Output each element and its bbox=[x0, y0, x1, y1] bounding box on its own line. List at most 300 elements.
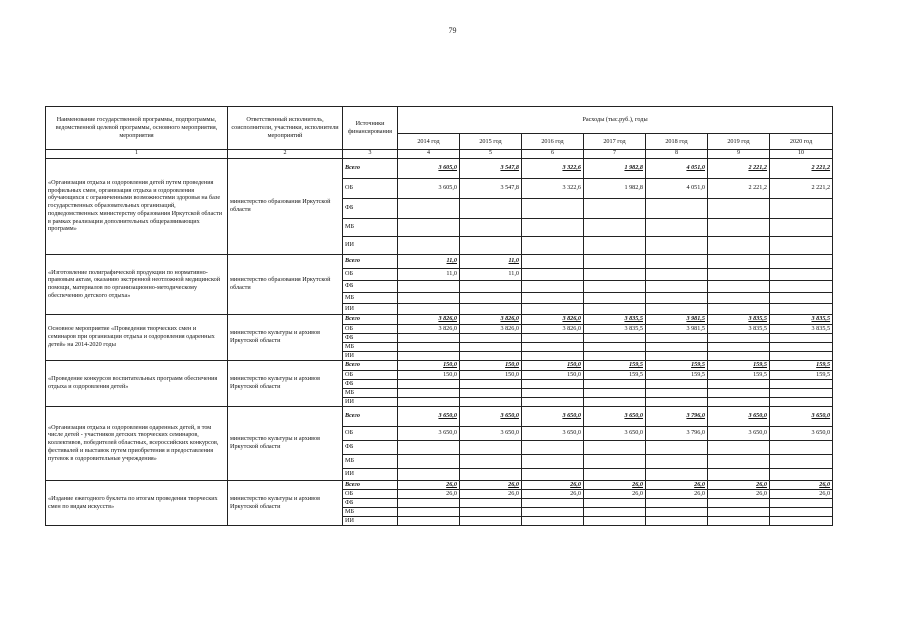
expense-value-text: 159,5 bbox=[629, 361, 643, 369]
expense-value bbox=[770, 268, 833, 280]
expense-value bbox=[522, 158, 584, 178]
expense-value bbox=[646, 468, 708, 480]
expense-value bbox=[584, 440, 646, 454]
expense-value bbox=[770, 388, 833, 397]
expense-value-text: 3 605,0 bbox=[438, 184, 457, 192]
expense-value-text: 3 650,0 bbox=[438, 412, 457, 420]
expense-value bbox=[646, 351, 708, 360]
expense-value bbox=[398, 314, 460, 324]
expense-value bbox=[708, 178, 770, 198]
expense-value bbox=[770, 324, 833, 333]
expense-value bbox=[708, 406, 770, 426]
expense-value bbox=[460, 236, 522, 254]
header-year: 2016 год bbox=[522, 134, 584, 150]
expense-value bbox=[398, 178, 460, 198]
expense-value bbox=[646, 158, 708, 178]
expense-value bbox=[646, 360, 708, 370]
expense-value-text: 3 835,5 bbox=[748, 324, 767, 332]
expense-value bbox=[460, 507, 522, 516]
financing-source: МБ bbox=[343, 218, 398, 236]
expense-value bbox=[398, 370, 460, 379]
financing-source: Всего bbox=[343, 158, 398, 178]
expense-value bbox=[708, 351, 770, 360]
expense-value bbox=[584, 360, 646, 370]
expense-value-text: 159,5 bbox=[691, 361, 705, 369]
expense-value bbox=[770, 498, 833, 507]
expense-value bbox=[584, 218, 646, 236]
expense-value bbox=[646, 236, 708, 254]
expense-value bbox=[460, 379, 522, 388]
expense-value bbox=[646, 440, 708, 454]
expense-value bbox=[646, 379, 708, 388]
expense-value-text: 3 835,5 bbox=[624, 324, 643, 332]
expense-value bbox=[398, 516, 460, 525]
expense-value bbox=[460, 454, 522, 468]
expense-value bbox=[584, 454, 646, 468]
expense-value-text: 3 650,0 bbox=[624, 429, 643, 437]
expense-value bbox=[460, 351, 522, 360]
column-number: 3 bbox=[343, 150, 398, 159]
measure-name: «Издание ежегодного буклета по итогам проведения творческих смен по видам искусств» bbox=[46, 480, 228, 525]
measure-name: «Организация отдыха и оздоровления одаренных детей, в том числе детей - участников детских творческих семинаров, коллективов, победителей областных, всероссийских конкурсов, фестивалей и выставок путем приобретения и предоставления путевок в оздоровительные учреждения» bbox=[46, 406, 228, 480]
expense-value-text: 3 547,8 bbox=[500, 184, 519, 192]
expense-value bbox=[398, 489, 460, 498]
financing-source: Всего bbox=[343, 360, 398, 370]
expense-value bbox=[522, 426, 584, 440]
expense-value-text: 3 322,6 bbox=[562, 164, 581, 172]
expense-value bbox=[646, 280, 708, 292]
header-year: 2014 год bbox=[398, 134, 460, 150]
table-row bbox=[46, 158, 833, 178]
expense-value bbox=[646, 507, 708, 516]
expense-value bbox=[708, 489, 770, 498]
expense-value-text: 26,0 bbox=[756, 489, 767, 497]
expense-value-text: 11,0 bbox=[446, 270, 457, 278]
expense-value bbox=[460, 292, 522, 303]
expense-value bbox=[708, 292, 770, 303]
expense-value bbox=[770, 489, 833, 498]
expense-value bbox=[460, 370, 522, 379]
expense-value bbox=[398, 379, 460, 388]
responsible-executor: министерство культуры и архивов Иркутской области bbox=[228, 360, 343, 406]
expense-value-text: 1 982,8 bbox=[624, 184, 643, 192]
expense-value-text: 3 981,5 bbox=[686, 315, 705, 323]
table-row bbox=[46, 314, 833, 324]
page-number: 79 bbox=[448, 26, 457, 35]
expense-value-text: 26,0 bbox=[446, 480, 457, 488]
column-number: 7 bbox=[584, 150, 646, 159]
expense-value-text: 4 051,0 bbox=[686, 184, 705, 192]
expense-value bbox=[522, 218, 584, 236]
expense-value-text: 26,0 bbox=[508, 480, 519, 488]
expense-value bbox=[460, 342, 522, 351]
financing-source: ИИ bbox=[343, 303, 398, 314]
expense-value bbox=[522, 314, 584, 324]
expense-value bbox=[708, 254, 770, 268]
expense-value bbox=[708, 507, 770, 516]
expense-value bbox=[522, 397, 584, 406]
header-year: 2015 год bbox=[460, 134, 522, 150]
expense-value bbox=[460, 498, 522, 507]
expense-value bbox=[460, 388, 522, 397]
expense-value bbox=[770, 303, 833, 314]
financing-source: Всего bbox=[343, 406, 398, 426]
expense-value bbox=[522, 351, 584, 360]
expense-value bbox=[770, 360, 833, 370]
column-number: 6 bbox=[522, 150, 584, 159]
expense-value bbox=[646, 198, 708, 218]
expense-value bbox=[708, 158, 770, 178]
expense-value bbox=[522, 303, 584, 314]
expense-value bbox=[584, 342, 646, 351]
expense-value bbox=[460, 489, 522, 498]
expense-value-text: 3 322,6 bbox=[562, 184, 581, 192]
expense-value bbox=[770, 178, 833, 198]
expense-value bbox=[398, 268, 460, 280]
expense-value bbox=[398, 507, 460, 516]
expense-value bbox=[770, 218, 833, 236]
responsible-executor: министерство образования Иркутской области bbox=[228, 254, 343, 314]
expense-value-text: 3 650,0 bbox=[562, 412, 581, 420]
header-year: 2018 год bbox=[646, 134, 708, 150]
measure-name: Основное мероприятие «Проведения творческих смен и семинаров при организации отдыха и оздоровления одаренных детей» на 2014-2020 годы bbox=[46, 314, 228, 360]
expense-value bbox=[646, 489, 708, 498]
financing-source: МБ bbox=[343, 292, 398, 303]
expense-value bbox=[522, 406, 584, 426]
expense-value bbox=[522, 388, 584, 397]
expense-value bbox=[770, 379, 833, 388]
financing-source: Всего bbox=[343, 314, 398, 324]
expense-value bbox=[646, 397, 708, 406]
expense-value bbox=[460, 303, 522, 314]
expense-value bbox=[708, 314, 770, 324]
expense-value bbox=[460, 218, 522, 236]
expense-value bbox=[398, 218, 460, 236]
table-row bbox=[46, 254, 833, 268]
expense-value bbox=[460, 198, 522, 218]
expense-value bbox=[584, 280, 646, 292]
expense-value bbox=[708, 480, 770, 489]
expense-value-text: 3 650,0 bbox=[438, 429, 457, 437]
expense-value bbox=[398, 440, 460, 454]
expense-value bbox=[770, 198, 833, 218]
expense-value bbox=[708, 397, 770, 406]
expense-value-text: 3 650,0 bbox=[811, 429, 831, 437]
expense-value bbox=[584, 426, 646, 440]
column-number: 1 bbox=[46, 150, 228, 159]
financing-source: МБ bbox=[343, 454, 398, 468]
expense-value-text: 159,5 bbox=[816, 370, 831, 378]
expense-value bbox=[770, 342, 833, 351]
expense-value bbox=[398, 480, 460, 489]
expense-value-text: 3 547,8 bbox=[500, 164, 519, 172]
expense-value-text: 26,0 bbox=[570, 489, 581, 497]
expense-value bbox=[646, 333, 708, 342]
expense-value bbox=[460, 178, 522, 198]
expense-value bbox=[770, 468, 833, 480]
expense-value bbox=[398, 426, 460, 440]
expense-value bbox=[460, 360, 522, 370]
expense-value bbox=[646, 303, 708, 314]
expense-value-text: 26,0 bbox=[446, 489, 457, 497]
expense-value bbox=[398, 236, 460, 254]
table-row bbox=[46, 360, 833, 370]
expense-value bbox=[770, 292, 833, 303]
measure-name: «Организация отдыха и оздоровления детей путем проведения профильных смен, организация отдыха и оздоровления обучающихся с ограниченными возможностями здоровья на базе государственных образовательных организаций, подведомственных министерству образования Иркутской области в рамках реализации дополнительных общеразвивающих программ» bbox=[46, 158, 228, 254]
expense-value bbox=[398, 292, 460, 303]
expense-value bbox=[584, 324, 646, 333]
column-number: 2 bbox=[228, 150, 343, 159]
expense-value bbox=[770, 397, 833, 406]
expense-value bbox=[584, 292, 646, 303]
expense-value-text: 159,5 bbox=[691, 370, 705, 378]
expense-value bbox=[522, 268, 584, 280]
expense-value bbox=[522, 254, 584, 268]
expense-value bbox=[770, 426, 833, 440]
expense-value bbox=[708, 440, 770, 454]
expense-value bbox=[584, 333, 646, 342]
financing-source: ИИ bbox=[343, 236, 398, 254]
expense-value bbox=[646, 218, 708, 236]
expense-value bbox=[646, 268, 708, 280]
expense-value-text: 3 826,0 bbox=[500, 315, 519, 323]
responsible-executor: министерство культуры и архивов Иркутской области bbox=[228, 480, 343, 525]
expense-value bbox=[398, 397, 460, 406]
expense-value bbox=[770, 480, 833, 489]
financing-source: ФБ bbox=[343, 198, 398, 218]
expense-value bbox=[584, 158, 646, 178]
financing-source: ФБ bbox=[343, 498, 398, 507]
expense-value bbox=[770, 280, 833, 292]
expense-value bbox=[398, 280, 460, 292]
expense-value bbox=[522, 516, 584, 525]
expense-value bbox=[770, 254, 833, 268]
expense-value bbox=[522, 489, 584, 498]
expense-value bbox=[646, 314, 708, 324]
expense-value-text: 26,0 bbox=[508, 489, 519, 497]
expense-value-text: 3 835,5 bbox=[811, 315, 831, 323]
expense-value bbox=[522, 178, 584, 198]
expense-value bbox=[770, 507, 833, 516]
expense-value bbox=[708, 236, 770, 254]
expense-value bbox=[584, 507, 646, 516]
expense-value bbox=[770, 370, 833, 379]
expense-value-text: 4 051,0 bbox=[686, 164, 705, 172]
expense-value bbox=[708, 454, 770, 468]
header-year: 2017 год bbox=[584, 134, 646, 150]
expense-value-text: 3 650,0 bbox=[500, 429, 519, 437]
financing-source: ОБ bbox=[343, 370, 398, 379]
expense-value bbox=[398, 324, 460, 333]
expense-value bbox=[770, 158, 833, 178]
expense-value bbox=[522, 198, 584, 218]
expense-value bbox=[584, 370, 646, 379]
expense-value-text: 3 835,5 bbox=[811, 324, 831, 332]
expense-value-text: 11,0 bbox=[508, 270, 519, 278]
financing-source: ИИ bbox=[343, 351, 398, 360]
financing-source: ФБ bbox=[343, 333, 398, 342]
expense-value bbox=[460, 516, 522, 525]
expense-value-text: 159,5 bbox=[629, 370, 643, 378]
expense-value bbox=[522, 370, 584, 379]
expense-value bbox=[398, 333, 460, 342]
expense-value bbox=[522, 324, 584, 333]
expense-value bbox=[770, 516, 833, 525]
expense-value-text: 1 982,8 bbox=[624, 164, 643, 172]
expense-value bbox=[584, 388, 646, 397]
financing-source: ФБ bbox=[343, 379, 398, 388]
expense-value bbox=[708, 370, 770, 379]
expense-value-text: 26,0 bbox=[632, 489, 643, 497]
expense-value bbox=[460, 158, 522, 178]
expense-value bbox=[584, 480, 646, 489]
expense-value bbox=[522, 480, 584, 489]
expense-value bbox=[522, 468, 584, 480]
expense-value bbox=[646, 480, 708, 489]
financing-source: МБ bbox=[343, 507, 398, 516]
expense-value bbox=[708, 516, 770, 525]
financing-source: Всего bbox=[343, 254, 398, 268]
header-year: 2019 год bbox=[708, 134, 770, 150]
expense-value bbox=[708, 303, 770, 314]
expense-value-text: 3 650,0 bbox=[748, 412, 767, 420]
expense-value bbox=[708, 388, 770, 397]
expense-value-text: 159,5 bbox=[753, 370, 767, 378]
expense-value bbox=[398, 406, 460, 426]
expense-value bbox=[584, 489, 646, 498]
expense-value bbox=[522, 292, 584, 303]
expense-value bbox=[522, 440, 584, 454]
column-number: 8 bbox=[646, 150, 708, 159]
expense-value bbox=[398, 158, 460, 178]
measure-name: «Проведение конкурсов воспитательных программ обеспечения отдыха и оздоровления детей» bbox=[46, 360, 228, 406]
expense-value bbox=[522, 342, 584, 351]
expense-value bbox=[522, 236, 584, 254]
expense-value bbox=[708, 198, 770, 218]
expense-value bbox=[584, 379, 646, 388]
header-executor: Ответственный исполнитель, соисполнители, участники, исполнители мероприятий bbox=[228, 107, 343, 150]
expense-value-text: 3 981,5 bbox=[686, 324, 705, 332]
expense-value bbox=[460, 268, 522, 280]
expense-value bbox=[398, 498, 460, 507]
expense-value-text: 3 650,0 bbox=[811, 412, 831, 420]
expense-value bbox=[522, 360, 584, 370]
expense-value bbox=[460, 480, 522, 489]
expense-value bbox=[646, 324, 708, 333]
financing-source: МБ bbox=[343, 388, 398, 397]
expense-value bbox=[584, 516, 646, 525]
table-row bbox=[46, 406, 833, 426]
expense-value bbox=[460, 280, 522, 292]
expense-value bbox=[646, 516, 708, 525]
expense-value bbox=[460, 468, 522, 480]
responsible-executor: министерство культуры и архивов Иркутской области bbox=[228, 406, 343, 480]
expense-value-text: 3 650,0 bbox=[624, 412, 643, 420]
expense-value-text: 159,5 bbox=[753, 361, 767, 369]
expense-value-text: 150,0 bbox=[443, 361, 457, 369]
expense-value bbox=[460, 426, 522, 440]
expense-value-text: 3 826,0 bbox=[438, 315, 457, 323]
expense-value bbox=[584, 498, 646, 507]
expense-value bbox=[708, 268, 770, 280]
expense-value-text: 26,0 bbox=[819, 489, 831, 497]
column-number: 9 bbox=[708, 150, 770, 159]
expense-value-text: 3 650,0 bbox=[748, 429, 767, 437]
expense-value-text: 3 650,0 bbox=[500, 412, 519, 420]
column-number: 5 bbox=[460, 150, 522, 159]
expense-value-text: 3 826,0 bbox=[562, 324, 581, 332]
expense-value bbox=[646, 342, 708, 351]
expense-value bbox=[398, 454, 460, 468]
column-number-row bbox=[46, 150, 833, 159]
expense-value bbox=[646, 292, 708, 303]
expense-value bbox=[770, 351, 833, 360]
financing-source: ИИ bbox=[343, 468, 398, 480]
expense-value bbox=[708, 218, 770, 236]
expense-value bbox=[646, 454, 708, 468]
expense-value bbox=[770, 236, 833, 254]
expense-value bbox=[584, 351, 646, 360]
expense-value bbox=[584, 397, 646, 406]
expense-value-text: 150,0 bbox=[567, 361, 581, 369]
expense-value bbox=[708, 426, 770, 440]
expense-value bbox=[646, 406, 708, 426]
expense-value-text: 3 835,5 bbox=[624, 315, 643, 323]
expense-value bbox=[398, 468, 460, 480]
expense-value bbox=[584, 468, 646, 480]
financing-source: ФБ bbox=[343, 280, 398, 292]
expense-value bbox=[460, 324, 522, 333]
expense-value bbox=[708, 333, 770, 342]
expense-value bbox=[584, 314, 646, 324]
expense-value bbox=[522, 498, 584, 507]
expense-value bbox=[584, 198, 646, 218]
expense-value bbox=[646, 370, 708, 379]
expense-value-text: 26,0 bbox=[632, 480, 643, 488]
expense-value-text: 3 826,0 bbox=[438, 324, 457, 332]
expense-value bbox=[708, 342, 770, 351]
expense-value bbox=[646, 254, 708, 268]
financing-source: ОБ bbox=[343, 268, 398, 280]
expense-value bbox=[398, 388, 460, 397]
expense-value-text: 150,0 bbox=[443, 370, 457, 378]
expense-value-text: 159,5 bbox=[816, 361, 831, 369]
expense-value bbox=[398, 198, 460, 218]
expense-value bbox=[460, 333, 522, 342]
financing-source: ИИ bbox=[343, 516, 398, 525]
expense-value-text: 26,0 bbox=[570, 480, 581, 488]
responsible-executor: министерство культуры и архивов Иркутской области bbox=[228, 314, 343, 360]
expense-value-text: 3 796,0 bbox=[686, 429, 705, 437]
expense-value-text: 3 826,0 bbox=[562, 315, 581, 323]
expense-value bbox=[522, 379, 584, 388]
expense-value-text: 150,0 bbox=[505, 370, 519, 378]
expense-value bbox=[460, 406, 522, 426]
table-row bbox=[46, 480, 833, 489]
expense-value bbox=[460, 314, 522, 324]
expense-value bbox=[398, 342, 460, 351]
expense-value bbox=[770, 333, 833, 342]
expense-value bbox=[708, 498, 770, 507]
expense-value bbox=[646, 388, 708, 397]
expense-value-text: 11,0 bbox=[508, 257, 519, 265]
expense-value bbox=[646, 426, 708, 440]
expense-value bbox=[522, 333, 584, 342]
financing-source: ОБ bbox=[343, 324, 398, 333]
header-source: Источники финансирования bbox=[343, 107, 398, 150]
expense-value bbox=[460, 254, 522, 268]
expense-value bbox=[584, 406, 646, 426]
